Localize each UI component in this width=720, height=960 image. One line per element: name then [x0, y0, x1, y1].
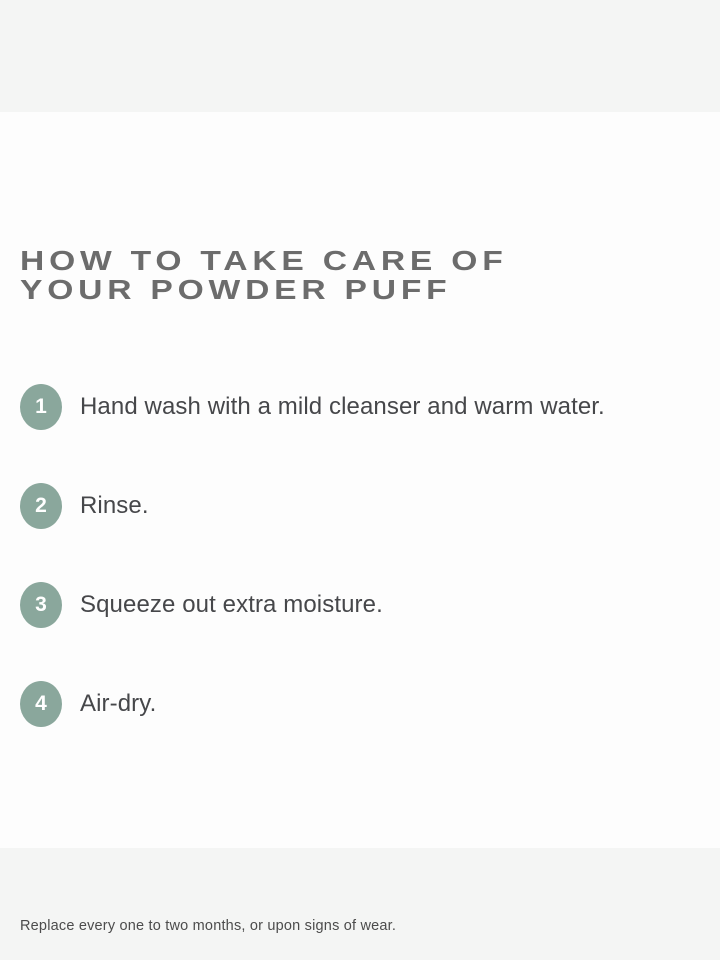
top-background-band: [0, 0, 720, 112]
step-text: Air-dry.: [80, 690, 157, 717]
step-text: Rinse.: [80, 492, 149, 519]
step-text: Hand wash with a mild cleanser and warm water.: [80, 393, 605, 420]
page-title-line2: YOUR POWDER PUFF: [20, 274, 452, 305]
page-title: [20, 246, 508, 304]
step-number-badge: 1: [20, 384, 62, 430]
step-number-badge: 4: [20, 681, 62, 727]
step-row-1: [20, 384, 700, 430]
page-title-line1: HOW TO TAKE CARE OF: [20, 245, 508, 276]
step-row-2: [20, 483, 700, 529]
step-text: Squeeze out extra moisture.: [80, 591, 383, 618]
step-number-badge: 3: [20, 582, 62, 628]
step-row-4: [20, 681, 700, 727]
step-row-3: [20, 582, 700, 628]
bottom-background-band: [0, 848, 720, 960]
replacement-footnote: Replace every one to two months, or upon signs of wear.: [20, 918, 397, 934]
step-number-badge: 2: [20, 483, 62, 529]
care-instructions-card: [0, 112, 720, 934]
steps-list: [20, 384, 700, 780]
